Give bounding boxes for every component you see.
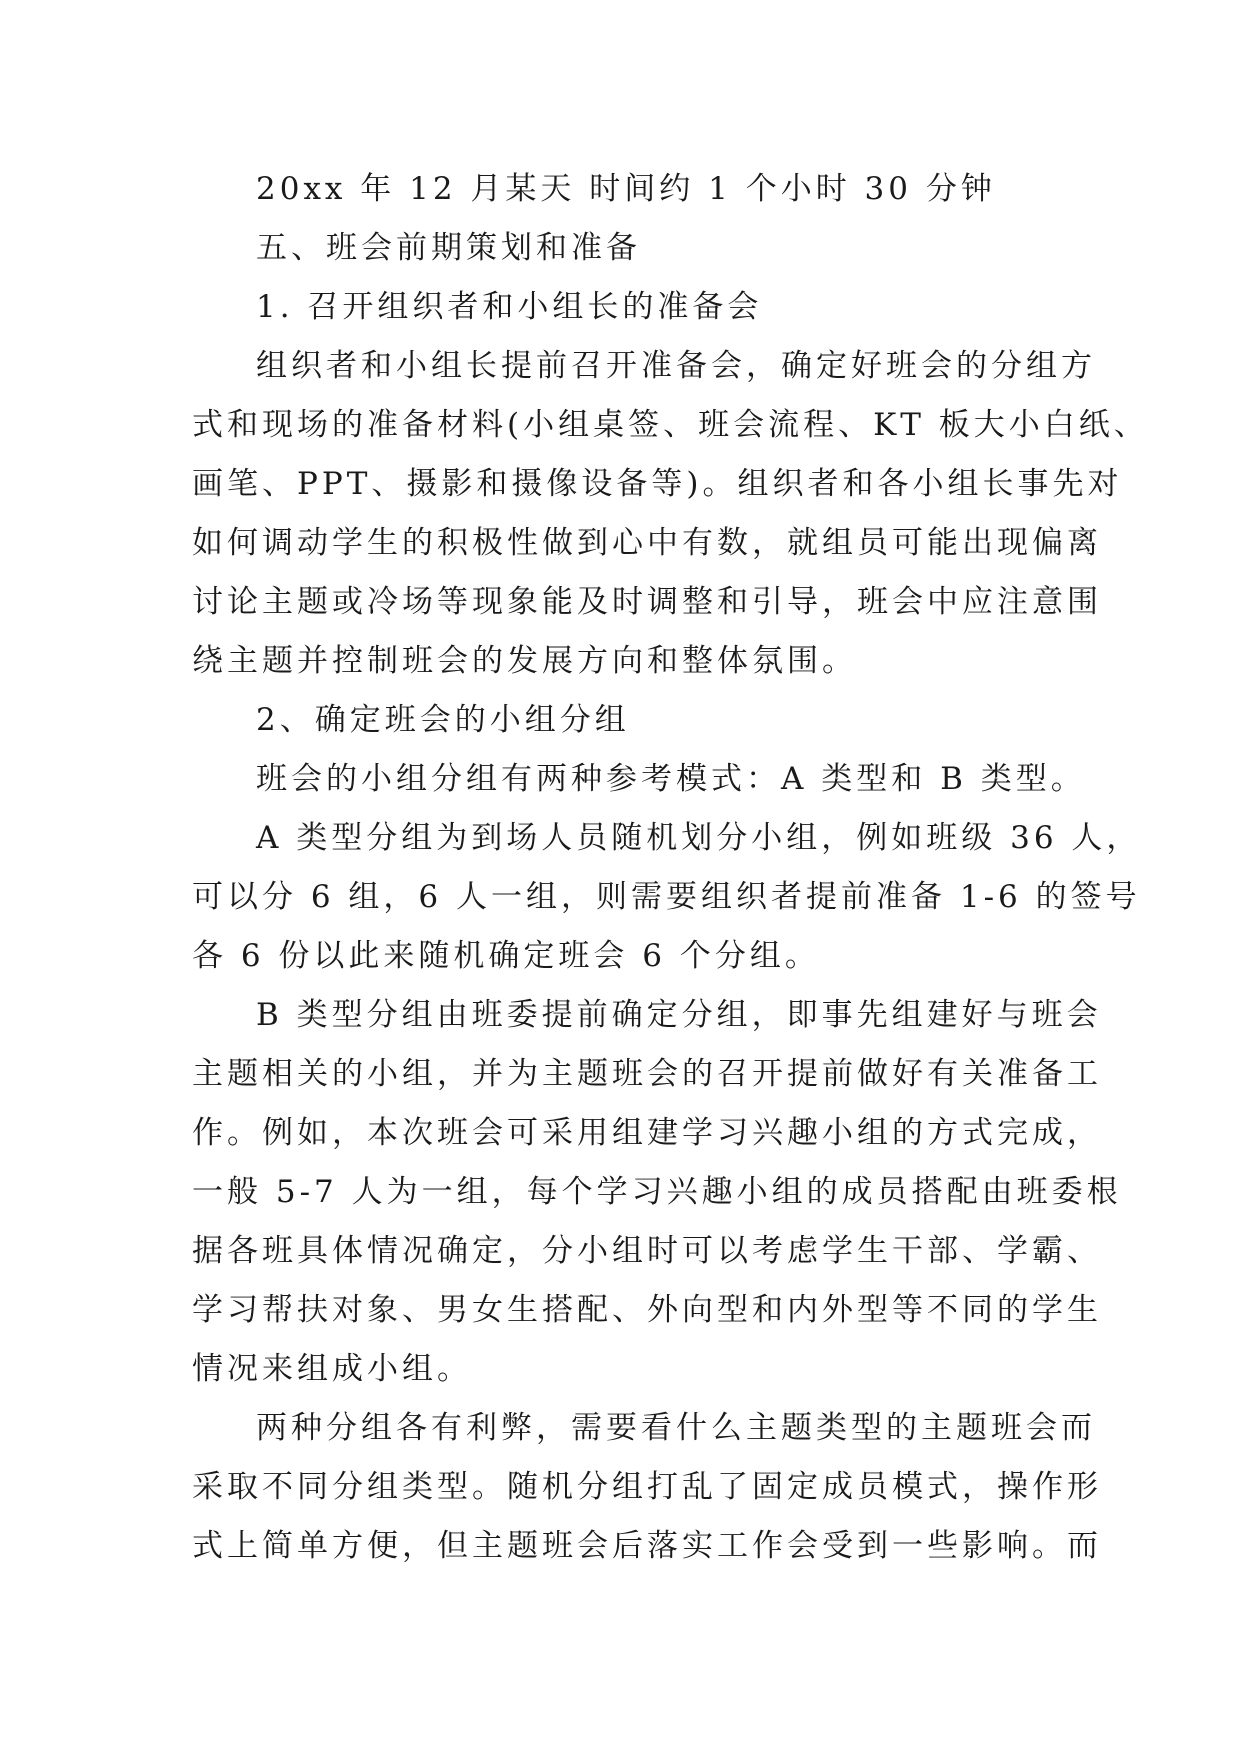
- text-line: 情况来组成小组。: [192, 1351, 472, 1387]
- text-line: 讨论主题或冷场等现象能及时调整和引导，班会中应注意围: [192, 584, 1102, 620]
- text-line: 画笔、PPT、摄影和摄像设备等)。组织者和各小组长事先对: [192, 466, 1123, 502]
- text-line: B 类型分组由班委提前确定分组，即事先组建好与班会: [256, 997, 1102, 1033]
- text-line: 组织者和小组长提前召开准备会，确定好班会的分组方: [256, 348, 1096, 384]
- text-line: 式和现场的准备材料(小组桌签、班会流程、KT 板大小白纸、: [192, 407, 1149, 443]
- text-line: 如何调动学生的积极性做到心中有数，就组员可能出现偏离: [192, 525, 1102, 561]
- document-body: [192, 160, 1149, 1576]
- text-line: 主题相关的小组，并为主题班会的召开提前做好有关准备工: [192, 1056, 1102, 1092]
- text-line: 班会的小组分组有两种参考模式：A 类型和 B 类型。: [256, 761, 1086, 797]
- text-line: 式上简单方便，但主题班会后落实工作会受到一些影响。而: [192, 1528, 1102, 1564]
- text-line: 一般 5-7 人为一组，每个学习兴趣小组的成员搭配由班委根: [192, 1174, 1122, 1210]
- text-line: A 类型分组为到场人员随机划分小组，例如班级 36 人，: [256, 820, 1142, 856]
- text-line: 两种分组各有利弊，需要看什么主题类型的主题班会而: [256, 1410, 1096, 1446]
- text-line: 20xx 年 12 月某天 时间约 1 个小时 30 分钟: [256, 171, 996, 207]
- text-line: 绕主题并控制班会的发展方向和整体氛围。: [192, 643, 857, 679]
- subsection-heading: 1. 召开组织者和小组长的准备会: [256, 289, 763, 325]
- subsection-heading: 2、确定班会的小组分组: [256, 702, 630, 738]
- text-line: 据各班具体情况确定，分小组时可以考虑学生干部、学霸、: [192, 1233, 1102, 1269]
- section-heading: 五、班会前期策划和准备: [256, 230, 641, 266]
- text-line: 学习帮扶对象、男女生搭配、外向型和内外型等不同的学生: [192, 1292, 1102, 1328]
- text-line: 各 6 份以此来随机确定班会 6 个分组。: [192, 938, 820, 974]
- text-line: 采取不同分组类型。随机分组打乱了固定成员模式，操作形: [192, 1469, 1102, 1505]
- text-line: 可以分 6 组，6 人一组，则需要组织者提前准备 1-6 的签号: [192, 879, 1141, 915]
- text-line: 作。例如，本次班会可采用组建学习兴趣小组的方式完成，: [192, 1115, 1102, 1151]
